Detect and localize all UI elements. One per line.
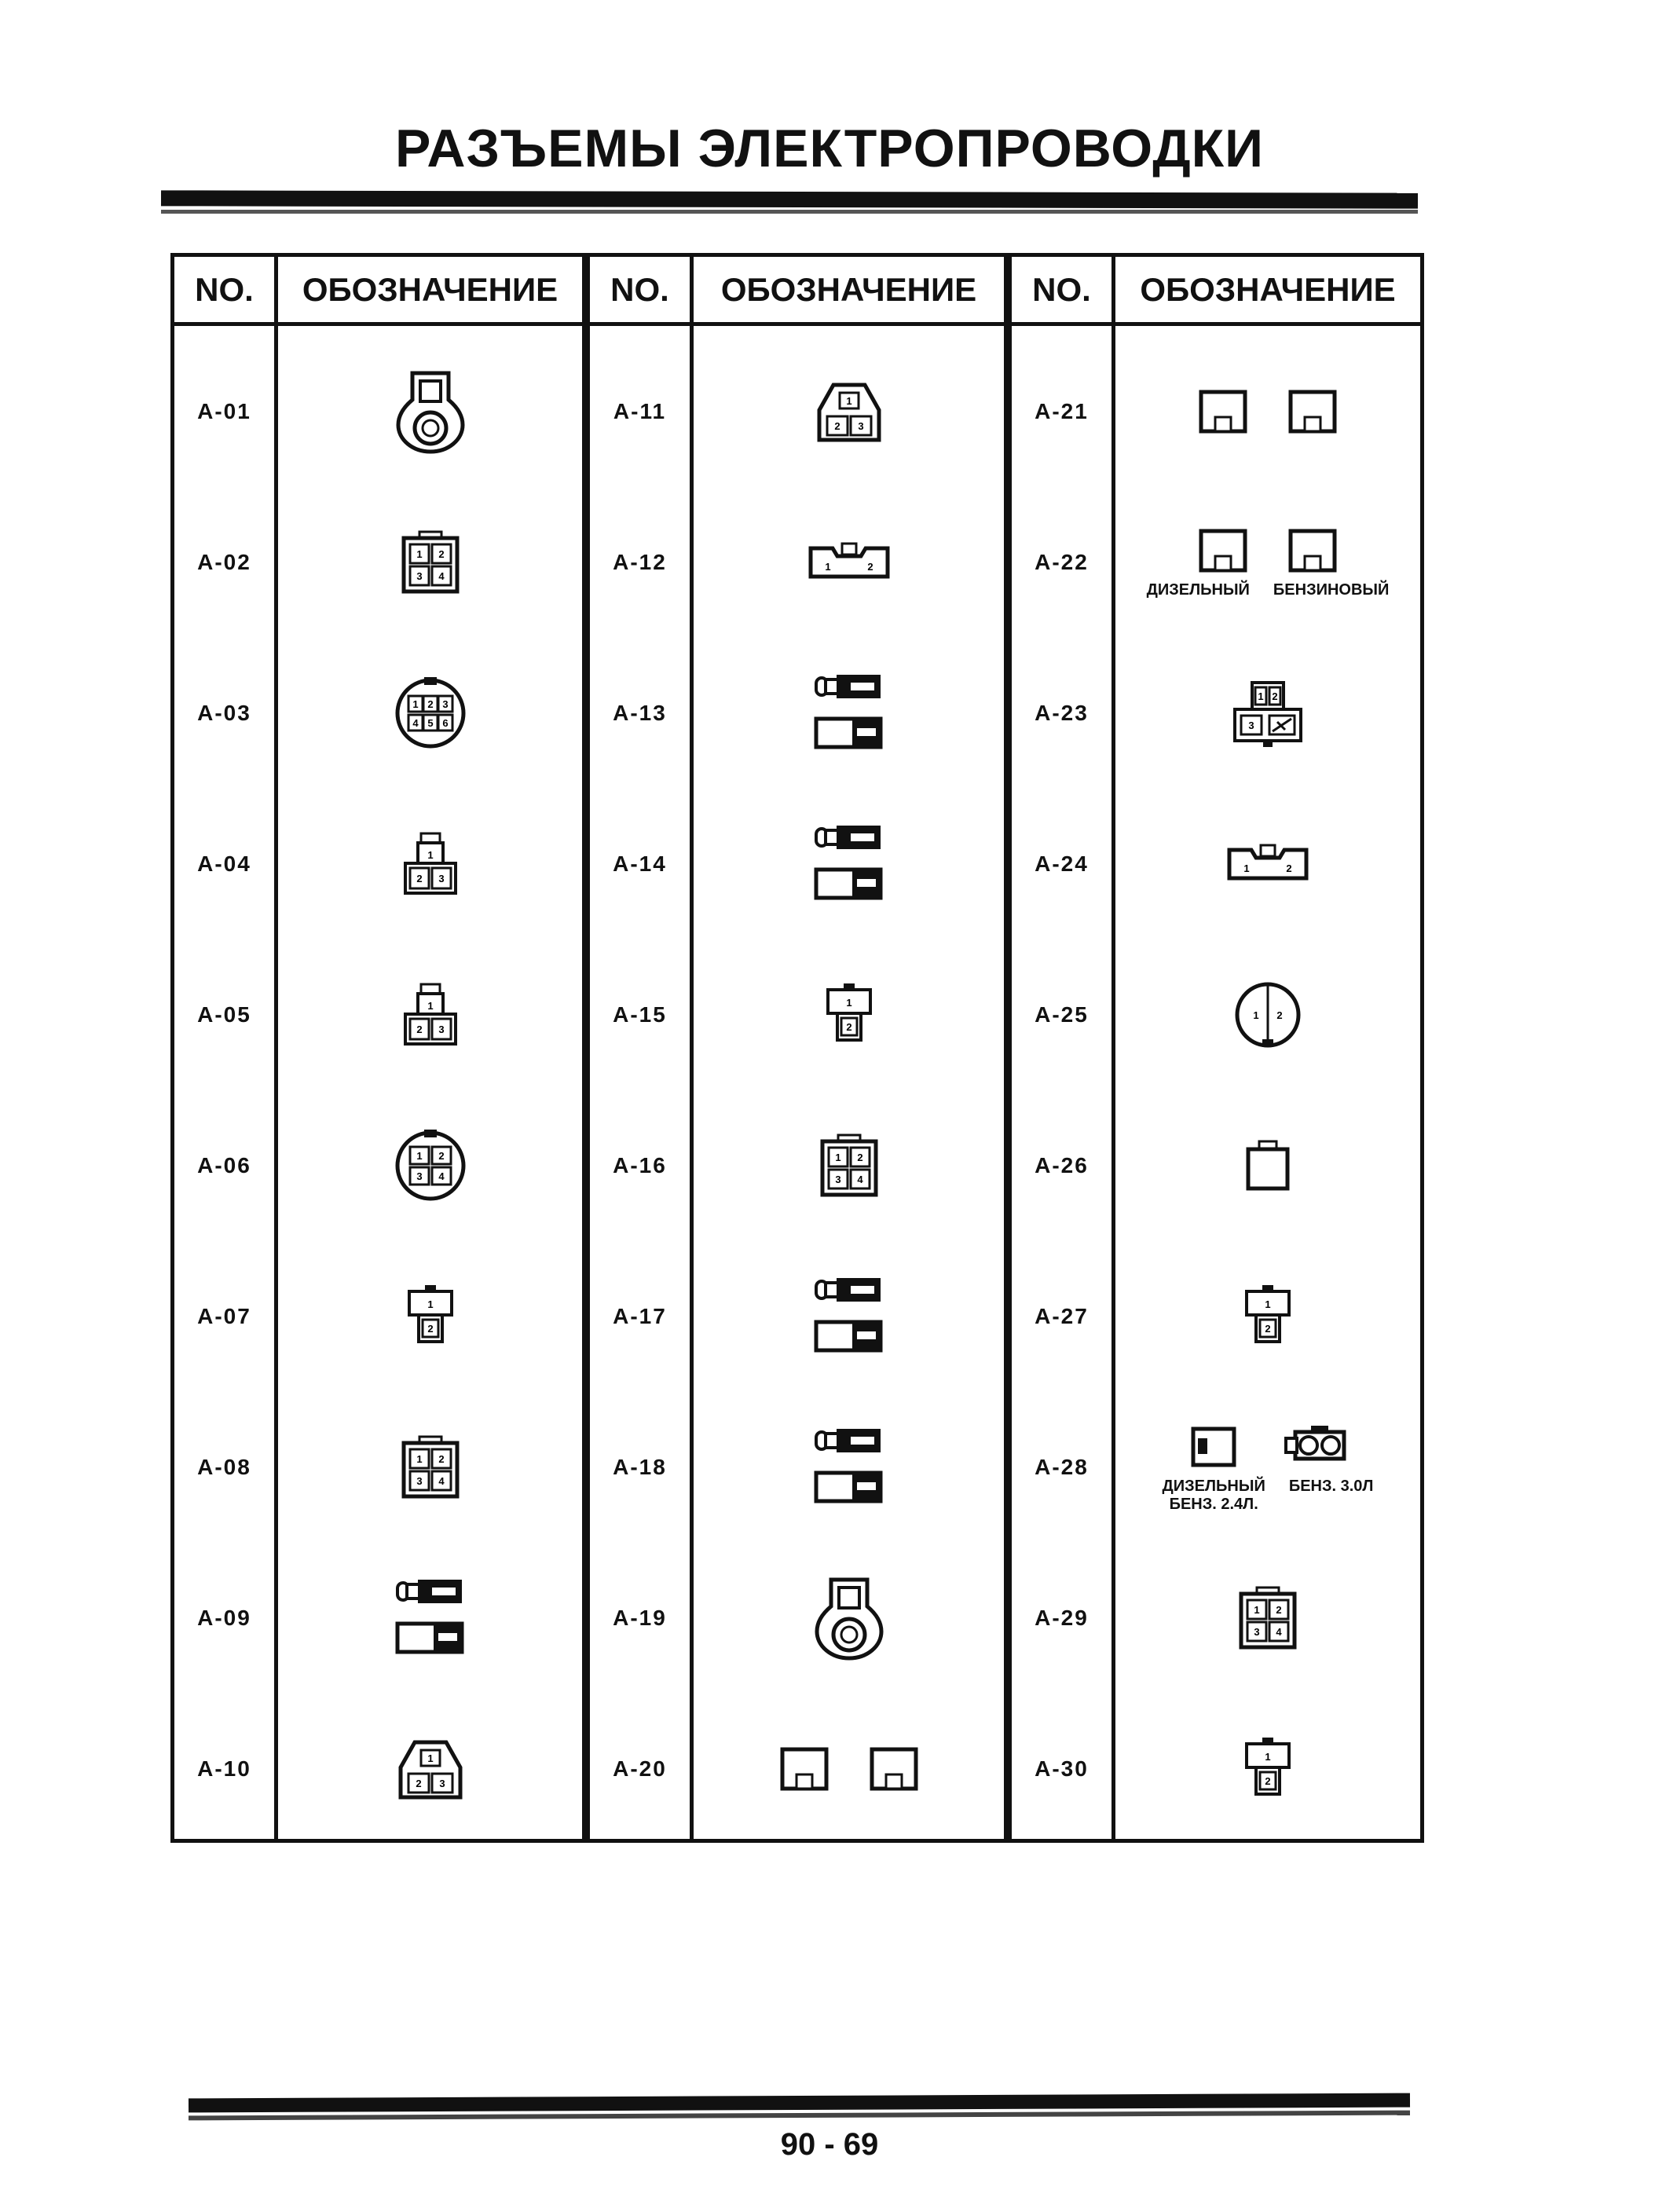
connector-code: A-12 [613, 549, 667, 574]
svg-text:2: 2 [427, 698, 434, 710]
table-row [1012, 335, 1420, 487]
header-no: NO. [1012, 257, 1115, 322]
svg-text:2: 2 [856, 1151, 863, 1163]
connector-code: A-06 [197, 1152, 251, 1177]
table-row [590, 939, 1004, 1090]
connector-code: A-28 [1035, 1454, 1089, 1479]
connector-4pin-icon [399, 530, 462, 595]
svg-text:3: 3 [441, 698, 449, 710]
connector-symbol [1115, 1090, 1420, 1241]
connector-symbol [278, 486, 582, 638]
svg-text:4: 4 [438, 1474, 445, 1487]
connector-1pin-pair-icon [775, 1743, 924, 1795]
connector-code: A-09 [197, 1605, 251, 1630]
svg-text:2: 2 [438, 548, 445, 560]
table-row [1012, 939, 1420, 1090]
connector-code: A-03 [197, 700, 251, 725]
connector-symbol [1115, 1391, 1420, 1543]
header-no: NO. [590, 257, 694, 322]
symbol-caption: ДИЗЕЛЬНЫЙ БЕНЗ. 2.4Л. [1162, 1477, 1265, 1513]
connector-3pin-diode-icon [1229, 679, 1307, 747]
connector-4pin-icon [818, 1133, 881, 1198]
connector-code: A-04 [197, 851, 251, 876]
header-designation: ОБОЗНАЧЕНИЕ [720, 270, 977, 308]
connector-code: A-02 [197, 549, 251, 574]
connector-1pin-and-2pin-icon [1177, 1421, 1358, 1473]
svg-text:2: 2 [1286, 862, 1292, 874]
svg-text:4: 4 [438, 1170, 445, 1182]
connector-code: A-07 [197, 1303, 251, 1328]
connector-code: A-05 [197, 1002, 251, 1027]
ring-terminal-icon [395, 368, 466, 455]
connector-4pin-icon [1236, 1586, 1299, 1650]
connector-code: A-08 [197, 1454, 251, 1479]
connector-symbol [278, 788, 582, 939]
header-designation: ОБОЗНАЧЕНИЕ [1140, 270, 1396, 308]
connector-symbol [694, 1391, 1004, 1543]
connector-symbol [694, 486, 1004, 638]
connector-code: A-01 [197, 398, 251, 423]
connector-symbol [278, 1090, 582, 1241]
bullet-connector-pair-icon [810, 1424, 888, 1511]
table-header [590, 257, 1004, 326]
svg-text:2: 2 [1276, 1009, 1283, 1021]
svg-text:2: 2 [1265, 1774, 1271, 1787]
svg-text:1: 1 [834, 1151, 841, 1163]
svg-text:2: 2 [845, 1020, 852, 1033]
header-no: NO. [174, 257, 278, 322]
svg-text:1: 1 [1258, 690, 1264, 702]
svg-text:1: 1 [824, 560, 831, 573]
table-row [1012, 637, 1420, 789]
table-row [590, 1240, 1004, 1392]
table-row [1012, 486, 1420, 638]
connector-code: A-15 [613, 1002, 667, 1027]
svg-text:4: 4 [1276, 1625, 1282, 1638]
svg-text:2: 2 [416, 1023, 423, 1035]
connector-symbol [694, 1090, 1004, 1241]
table-row [174, 939, 582, 1090]
table-row [174, 637, 582, 789]
table-row [1012, 1693, 1420, 1844]
connector-symbol [1115, 637, 1420, 789]
bottom-rule-thin [189, 2111, 1410, 2121]
svg-text:2: 2 [416, 872, 423, 884]
connector-code: A-18 [613, 1454, 667, 1479]
svg-text:3: 3 [1248, 719, 1254, 731]
svg-text:5: 5 [427, 716, 434, 729]
connector-symbol [694, 1693, 1004, 1844]
connector-symbol [278, 1391, 582, 1543]
svg-text:1: 1 [845, 394, 852, 407]
svg-text:3: 3 [834, 1173, 841, 1185]
svg-text:2: 2 [438, 1452, 445, 1465]
connector-1pin-pair-icon [1193, 386, 1342, 438]
table-row [1012, 1240, 1420, 1392]
symbol-caption: ДИЗЕЛЬНЫЙ [1146, 581, 1250, 599]
connector-code: A-22 [1035, 549, 1089, 574]
symbol-caption: БЕНЗИНОВЫЙ [1273, 581, 1390, 599]
svg-text:1: 1 [1265, 1750, 1271, 1763]
connector-symbol [1115, 939, 1420, 1090]
connector-code: A-25 [1035, 1002, 1089, 1027]
top-rule [161, 190, 1418, 208]
connector-code: A-29 [1035, 1605, 1089, 1630]
svg-text:1: 1 [416, 1149, 423, 1162]
round-connector-4pin-icon [393, 1128, 468, 1203]
svg-text:4: 4 [856, 1173, 863, 1185]
round-connector-2pin-icon [1232, 980, 1303, 1050]
table-row [1012, 788, 1420, 939]
symbol-captions [1163, 1478, 1374, 1514]
connector-1pin-pair-icon [1193, 525, 1342, 577]
svg-text:1: 1 [427, 1298, 434, 1310]
svg-text:3: 3 [438, 872, 445, 884]
top-rule-thin [161, 210, 1418, 214]
table-section-2 [586, 253, 1008, 1843]
connector-symbol [278, 1240, 582, 1392]
svg-text:2: 2 [1265, 1322, 1271, 1335]
svg-text:2: 2 [438, 1149, 445, 1162]
connector-symbol [278, 637, 582, 789]
table-row [590, 1391, 1004, 1543]
svg-text:3: 3 [857, 419, 864, 432]
connector-symbol [1115, 1542, 1420, 1694]
svg-text:1: 1 [416, 548, 423, 560]
table-section-1 [170, 253, 586, 1843]
connector-code: A-27 [1035, 1303, 1089, 1328]
connector-code: A-30 [1035, 1756, 1089, 1781]
svg-text:1: 1 [1265, 1298, 1271, 1310]
table-row [590, 1693, 1004, 1844]
svg-text:4: 4 [438, 569, 445, 582]
connector-code: A-10 [197, 1756, 251, 1781]
svg-text:2: 2 [1276, 1603, 1282, 1616]
connector-symbol [1115, 1693, 1420, 1844]
table-row [174, 1391, 582, 1543]
table-row [590, 1542, 1004, 1694]
table-row [590, 788, 1004, 939]
connector-symbol [694, 637, 1004, 789]
svg-text:1: 1 [416, 1452, 423, 1465]
svg-text:3: 3 [416, 1474, 423, 1487]
table-row [590, 486, 1004, 638]
table-row [174, 335, 582, 487]
table-header [1012, 257, 1420, 326]
connector-4pin-icon [399, 1435, 462, 1500]
connector-code: A-16 [613, 1152, 667, 1177]
svg-text:6: 6 [441, 716, 449, 729]
connector-2pin-icon [1240, 1284, 1295, 1350]
svg-text:2: 2 [1272, 690, 1278, 702]
svg-text:2: 2 [833, 419, 840, 432]
table-row [590, 637, 1004, 789]
svg-text:1: 1 [845, 996, 852, 1009]
connector-3pin-icon [399, 981, 462, 1049]
table-row [174, 1542, 582, 1694]
table-row [174, 1693, 582, 1844]
svg-text:1: 1 [1254, 1603, 1260, 1616]
connector-2pin-icon [403, 1284, 458, 1350]
round-connector-6pin-icon [393, 676, 468, 751]
connector-symbol [1115, 335, 1420, 487]
connector-symbol [1115, 788, 1420, 939]
connector-symbol [694, 335, 1004, 487]
table-row [174, 1240, 582, 1392]
connector-2pin-flat-icon [806, 540, 892, 584]
connector-3pin-icon [399, 830, 462, 898]
symbol-captions [1147, 581, 1390, 599]
page-title: РАЗЪЕМЫ ЭЛЕКТРОПРОВОДКИ [394, 119, 1265, 178]
table-row [590, 335, 1004, 487]
table-section-3 [1008, 253, 1424, 1843]
header-designation: ОБОЗНАЧЕНИЕ [302, 270, 558, 308]
connector-symbol [694, 1542, 1004, 1694]
svg-text:3: 3 [416, 1170, 423, 1182]
table-row [174, 486, 582, 638]
bullet-connector-pair-icon [810, 821, 888, 907]
connector-symbol [278, 1693, 582, 1844]
bullet-connector-pair-icon [391, 1575, 470, 1661]
connector-2pin-flat-icon [1225, 842, 1311, 886]
bottom-rule [189, 2093, 1410, 2113]
svg-text:1: 1 [1253, 1009, 1259, 1021]
connector-symbol [278, 335, 582, 487]
connector-code: A-24 [1035, 851, 1089, 876]
svg-text:1: 1 [427, 999, 434, 1012]
svg-text:3: 3 [438, 1023, 445, 1035]
connector-symbol [1115, 486, 1420, 638]
bullet-connector-pair-icon [810, 670, 888, 756]
bullet-connector-pair-icon [810, 1273, 888, 1360]
connector-2pin-icon [1240, 1736, 1295, 1802]
svg-text:2: 2 [427, 1322, 434, 1335]
connector-code: A-21 [1035, 398, 1089, 423]
connector-symbol [694, 788, 1004, 939]
ring-terminal-icon [814, 1575, 884, 1661]
connector-code: A-19 [613, 1605, 667, 1630]
connector-code: A-13 [613, 700, 667, 725]
svg-text:1: 1 [427, 1752, 434, 1764]
connector-3pin-peaked-icon [393, 1736, 468, 1802]
connector-code: A-17 [613, 1303, 667, 1328]
connector-symbol [1115, 1240, 1420, 1392]
svg-text:4: 4 [412, 716, 419, 729]
svg-text:3: 3 [438, 1777, 445, 1789]
connector-code: A-11 [613, 398, 667, 423]
table-header [174, 257, 582, 326]
svg-text:2: 2 [415, 1777, 422, 1789]
svg-text:1: 1 [412, 698, 419, 710]
connector-1pin-icon [1242, 1138, 1294, 1193]
connector-symbol [694, 1240, 1004, 1392]
connector-code: A-23 [1035, 700, 1089, 725]
page-number: 90 - 69 [780, 2127, 879, 2162]
connector-symbol [278, 939, 582, 1090]
table-row [1012, 1391, 1420, 1543]
svg-text:1: 1 [1243, 862, 1250, 874]
svg-text:2: 2 [866, 560, 873, 573]
connector-code: A-14 [613, 851, 667, 876]
connector-3pin-peaked-icon [811, 379, 887, 445]
svg-text:1: 1 [427, 848, 434, 861]
table-row [1012, 1090, 1420, 1241]
connector-2pin-icon [822, 982, 877, 1048]
connector-code: A-26 [1035, 1152, 1089, 1177]
connector-symbol [278, 1542, 582, 1694]
connector-symbol [694, 939, 1004, 1090]
table-row [174, 1090, 582, 1241]
svg-text:3: 3 [1254, 1625, 1260, 1638]
symbol-caption: БЕНЗ. 3.0Л [1288, 1477, 1374, 1495]
svg-text:3: 3 [416, 569, 423, 582]
table-row [174, 788, 582, 939]
connector-code: A-20 [613, 1756, 667, 1781]
table-row [590, 1090, 1004, 1241]
table-row [1012, 1542, 1420, 1694]
